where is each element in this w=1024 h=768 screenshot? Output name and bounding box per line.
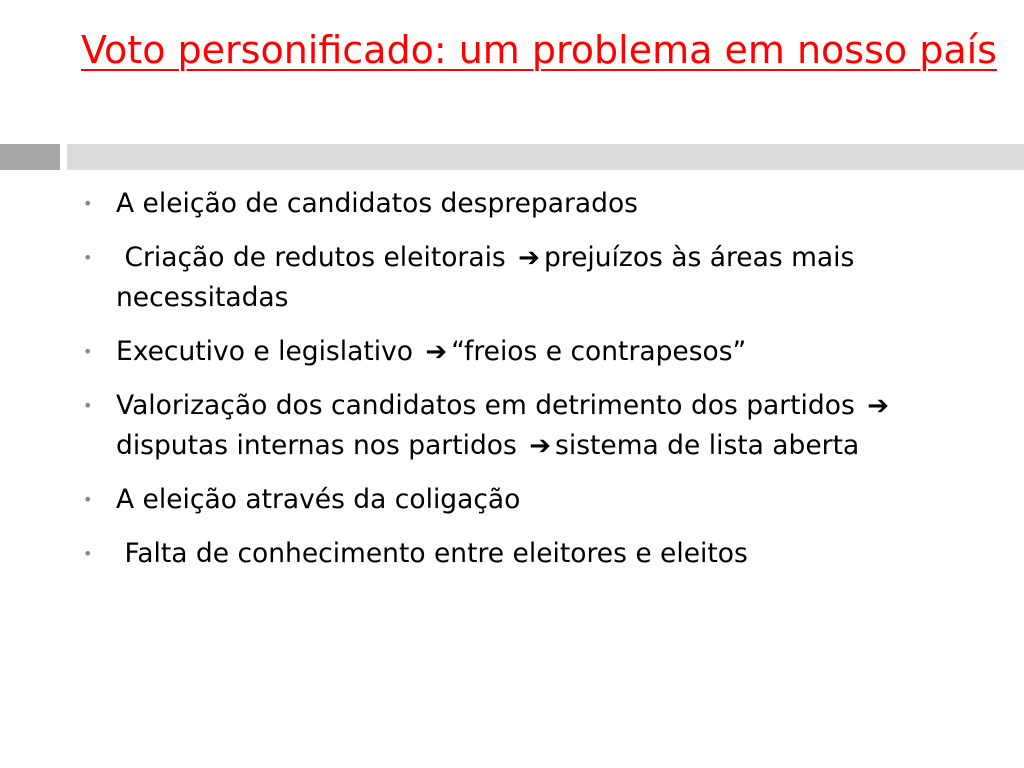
title-divider-dark [0, 144, 60, 170]
bullet-text: Executivo e legislativo [116, 336, 422, 367]
bullet-item [80, 184, 980, 224]
bullet-item [80, 534, 980, 574]
bullet-text: A eleição através da coligação [116, 484, 521, 515]
bullet-text: Falta de conhecimento entre eleitores e eleitos [116, 538, 748, 569]
bullet-text: prejuízos às áreas mais necessitadas [116, 242, 863, 313]
bullet-text: disputas internas nos partidos [116, 430, 526, 461]
arrow-right-icon: ➔ [425, 337, 448, 367]
bullet-dot-icon: • [83, 490, 93, 509]
bullet-item [80, 238, 980, 318]
bullet-text: “freios e contrapesos” [451, 336, 747, 367]
arrow-right-icon: ➔ [529, 431, 552, 461]
bullet-dot-icon: • [83, 248, 93, 267]
arrow-right-icon: ➔ [518, 243, 540, 273]
arrow-right-icon: ➔ [867, 391, 889, 421]
bullet-text: Valorização dos candidatos em detrimento dos partidos [116, 390, 864, 421]
bullet-text: Criação de redutos eleitorais [116, 242, 515, 273]
bullet-dot-icon: • [83, 342, 93, 361]
bullet-text: sistema de lista aberta [555, 430, 860, 461]
title-divider-light [67, 144, 1024, 170]
bullet-dot-icon: • [83, 194, 93, 213]
bullet-dot-icon: • [83, 396, 93, 415]
slide-title: Voto personificado: um problema em nosso país [81, 28, 997, 72]
bullet-item [80, 480, 980, 520]
bullet-item [80, 386, 980, 466]
bullet-item [80, 332, 980, 372]
bullet-text: A eleição de candidatos despreparados [116, 188, 638, 219]
bullet-dot-icon: • [83, 544, 93, 563]
bullet-list [80, 184, 980, 588]
